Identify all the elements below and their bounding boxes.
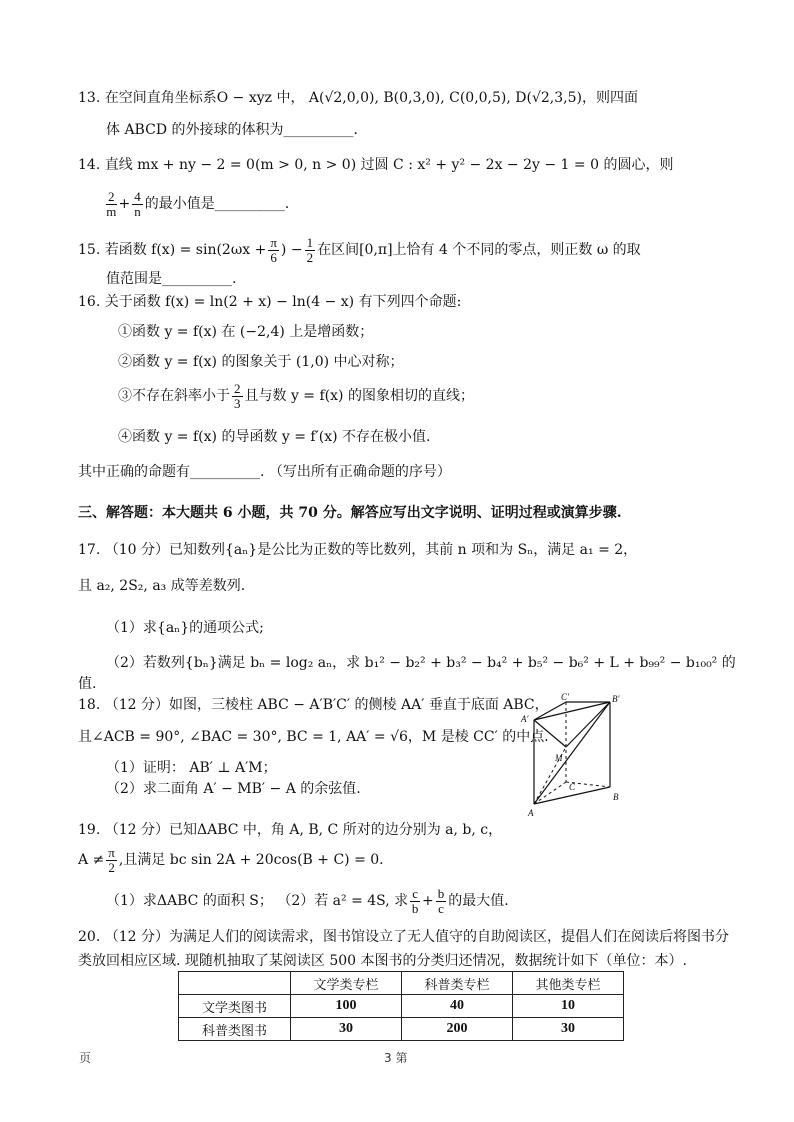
- q16-item3: ③不存在斜率小于 $\frac{2}{3}$ 且与数 y = f(x) 的图象相切的直线；: [118, 380, 474, 411]
- q17-part2-tail: 值.: [78, 676, 97, 692]
- table-cell: 10: [513, 995, 624, 1018]
- q17-part2: （2）若数列{bₙ}满足 bₙ = log₂ aₙ，求 b₁² − b₂² + b₃² − b₄² + b₅² − b₆² + L + b₉₉² − b₁₀₀² 的: [106, 655, 736, 671]
- q16-tail: 其中正确的命题有__________. （写出所有正确命题的序号）: [78, 464, 451, 480]
- edge-m-bp: [566, 702, 610, 747]
- q18-part2: （2）求二面角 A′ − MB′ − A 的余弦值.: [106, 781, 361, 797]
- table-header-cell: [179, 972, 291, 995]
- q14-line2: $\frac{2}{m}$ + $\frac{4}{n}$ 的最小值是__________.: [106, 188, 290, 219]
- q19-frac-pi2: $\frac{\pi}{2}$: [108, 844, 115, 875]
- table-row-label: 文学类图书: [179, 995, 291, 1018]
- q18-line1: 18. （12 分）如图，三棱柱 ABC − A′B′C′ 的侧棱 AA′ 垂直于底面 ABC，: [78, 697, 549, 713]
- table-cell: 200: [402, 1018, 513, 1041]
- q19-frac-cb: $\frac{c}{b}$: [411, 885, 419, 916]
- table-row-label: 科普类图书: [179, 1018, 291, 1041]
- q18-part1: （1）证明： AB′ ⊥ A′M；: [106, 760, 277, 776]
- q18-line2: 且∠ACB = 90°, ∠BAC = 30°, BC = 1, AA′ = √6，M 是棱 CC′ 的中点.: [78, 729, 549, 745]
- q15-line2: 值范围是__________.: [106, 271, 237, 287]
- q20-line1: 20. （12 分）为满足人们的阅读需求，图书馆设立了无人值守的自助阅读区，提倡人们在阅读后将图书分: [78, 929, 729, 945]
- table-header-cell: 科普类专栏: [402, 972, 513, 995]
- edge-ap-m: [534, 720, 566, 747]
- table-cell: 40: [402, 995, 513, 1018]
- q16-frac-2-3: $\frac{2}{3}$: [234, 380, 241, 411]
- label-cprime: C′: [561, 692, 569, 702]
- table-header-row: [179, 972, 624, 995]
- q14-frac1: $\frac{2}{m}$: [106, 188, 117, 219]
- q19-parts: （1）求ΔABC 的面积 S； （2）若 a² = 4S, 求 $\frac{c}{b}$ + $\frac{b}{c}$ 的最大值.: [106, 885, 509, 916]
- table-cell: 100: [291, 995, 402, 1018]
- q17-line1: 17. （10 分）已知数列{aₙ}是公比为正数的等比数列，其前 n 项和为 Sₙ，满足 a₁ = 2，: [78, 542, 638, 558]
- q17-line2: 且 a₂, 2S₂, a₃ 成等差数列.: [78, 578, 246, 594]
- table-row: [179, 995, 624, 1018]
- q14-line1: 14. 直线 mx + ny − 2 = 0(m > 0, n > 0) 过圆 C : x² + y² − 2x − 2y − 1 = 0 的圆心，则: [78, 157, 674, 173]
- q20-stats-table: [178, 971, 624, 1041]
- q19-line2: A ≠ $\frac{\pi}{2}$ ,且满足 bc sin 2A + 20cos(B + C) = 0.: [78, 844, 384, 875]
- q16-item2: ②函数 y = f(x) 的图象关于 (1,0) 中心对称；: [118, 354, 404, 370]
- label-aprime: A′: [521, 714, 529, 724]
- label-m: M: [555, 753, 563, 763]
- label-a: A: [528, 808, 534, 818]
- table-cell: 30: [291, 1018, 402, 1041]
- label-c: C: [569, 782, 576, 792]
- q15-frac-half: $\frac{1}{2}$: [306, 234, 314, 265]
- footer-left: 页: [79, 1051, 92, 1065]
- label-bprime: B′: [612, 694, 620, 704]
- q19-line1: 19. （12 分）已知ΔABC 中，角 A, B, C 所对的边分别为 a, b, c，: [78, 822, 503, 838]
- q13-line1: 13. 在空间直角坐标系O − xyz 中， A(√2,0,0), B(0,3,0), C(0,0,5), D(√2,3,5)，则四面: [78, 90, 638, 106]
- edge-ap-cp: [534, 702, 566, 720]
- table-cell: 30: [513, 1018, 624, 1041]
- q19-frac-bc: $\frac{b}{c}$: [437, 885, 445, 916]
- q16-item4: ④函数 y = f(x) 的导函数 y = f′(x) 不存在极小值.: [118, 429, 431, 445]
- footer-page-number: 3 第: [384, 1051, 408, 1065]
- q17-part1: （1）求{aₙ}的通项公式;: [106, 620, 264, 636]
- q14-frac2: $\frac{4}{n}$: [134, 188, 141, 219]
- q15-line1: 15. 若函数 f(x) = sin(2ωx + $\frac{\pi}{6}$ ) − $\frac{1}{2}$ 在区间[0,π]上恰有 4 个不同的零点，则正数 ω 的取: [78, 234, 641, 265]
- section3-heading: 三、解答题：本大题共 6 小题，共 70 分。解答应写出文字说明、证明过程或演算步骤.: [78, 505, 622, 521]
- label-b: B: [613, 792, 619, 802]
- q15-frac-pi6: $\frac{\pi}{6}$: [270, 234, 277, 265]
- table-header-cell: 文学类专栏: [291, 972, 402, 995]
- q13-line2: 体 ABCD 的外接球的体积为__________.: [106, 122, 358, 138]
- table-row: [179, 1018, 624, 1041]
- prism-figure: [518, 692, 630, 822]
- q16-line1: 16. 关于函数 f(x) = ln(2 + x) − ln(4 − x) 有下列四个命题:: [78, 294, 462, 310]
- q20-line2: 类放回相应区域. 现随机抽取了某阅读区 500 本图书的分类归还情况，数据统计如下（单位：本）.: [78, 953, 687, 969]
- table-header-cell: 其他类专栏: [513, 972, 624, 995]
- q16-item1: ①函数 y = f(x) 在 (−2,4) 上是增函数；: [118, 324, 374, 340]
